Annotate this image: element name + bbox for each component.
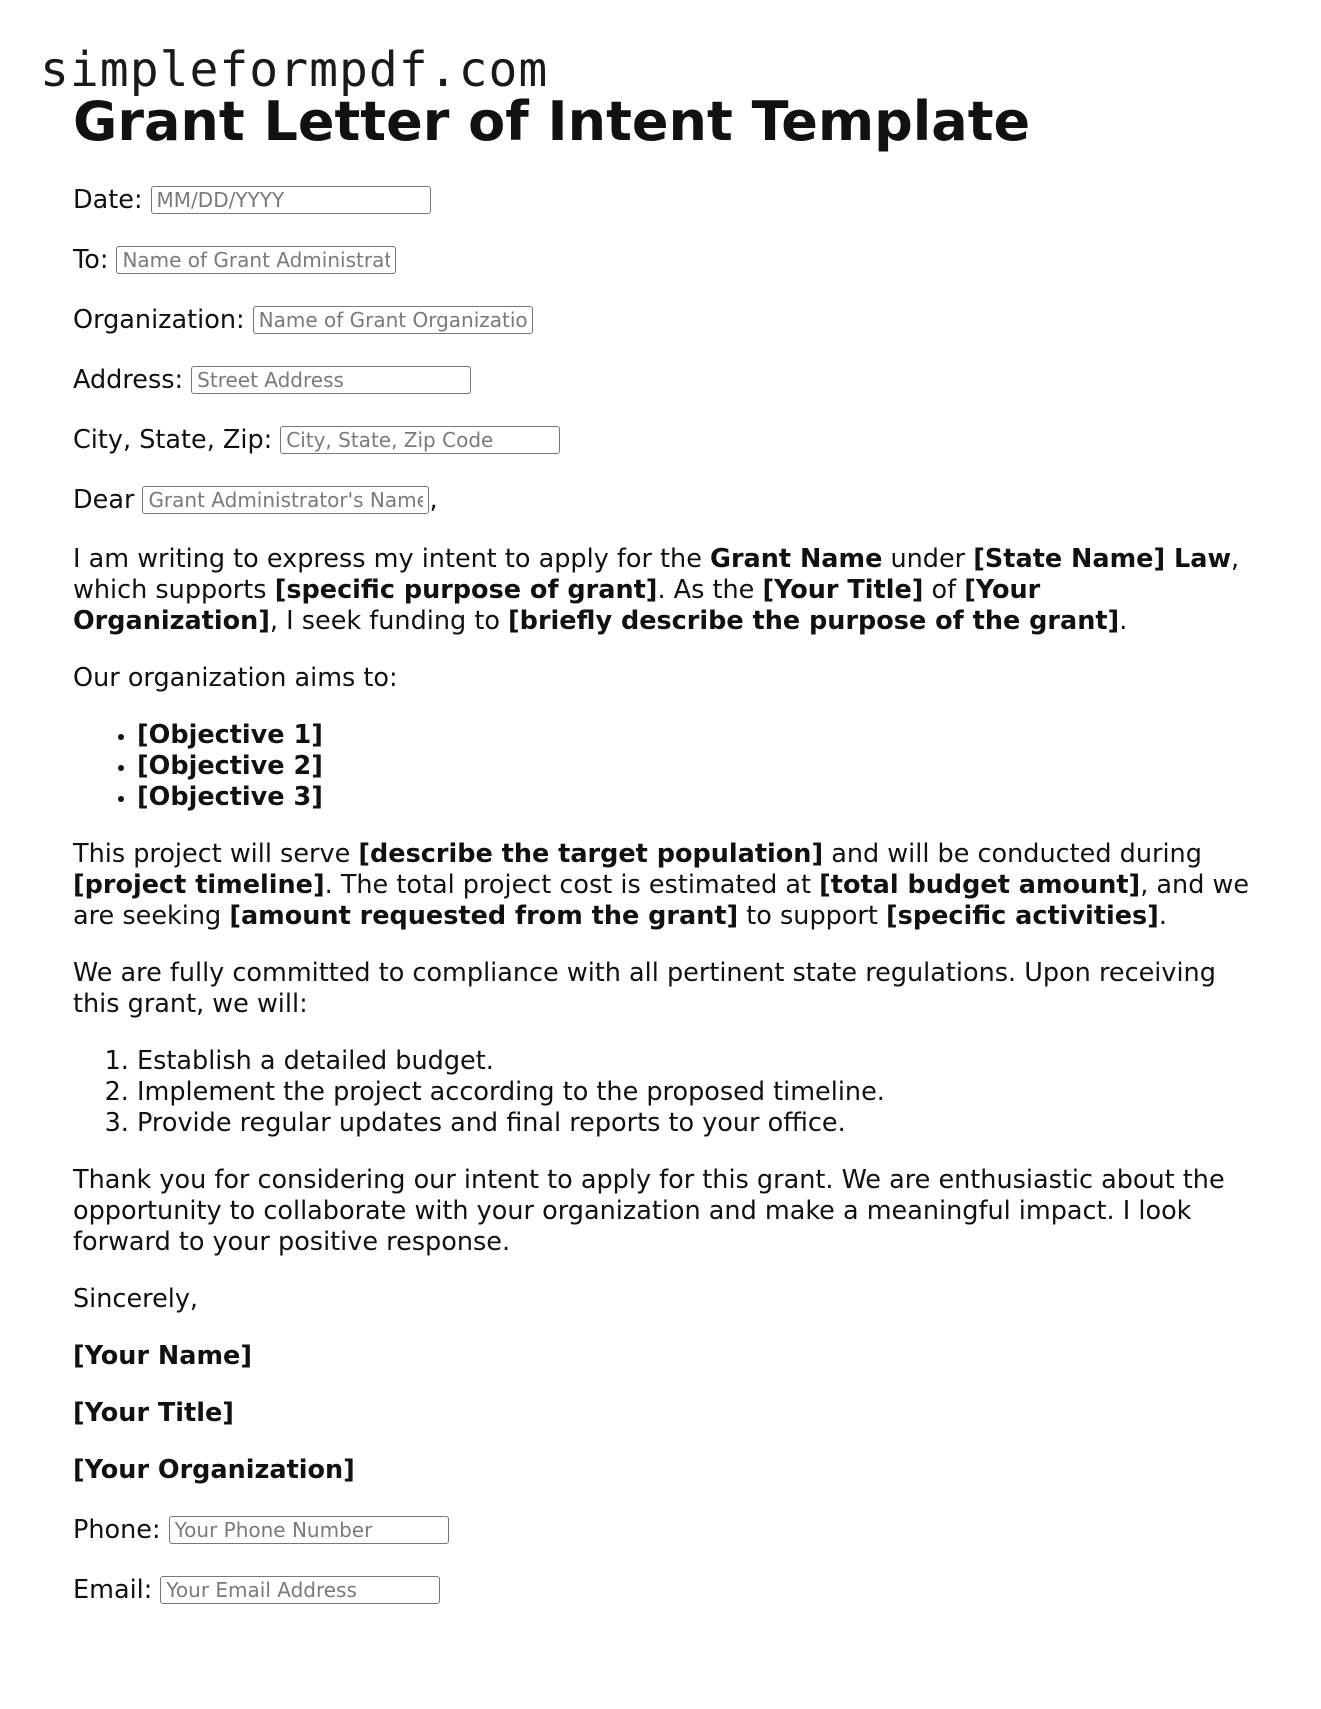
signature-title: [Your Title] [73, 1398, 234, 1428]
steps-list [73, 1046, 1253, 1139]
organization-input[interactable] [253, 306, 533, 334]
city-label: City, State, Zip: [73, 424, 273, 455]
signoff: Sincerely, [73, 1284, 199, 1314]
list-item: • [Objective 1] [137, 720, 1253, 751]
closing-paragraph: Thank you for considering our intent to apply for this grant. We are enthusiastic about the opportunity to collaborate with your organization and make a meaningful impact. I look forward to your positive response. [73, 1165, 1225, 1257]
address-row [73, 362, 1253, 398]
organization-label: Organization: [73, 304, 245, 335]
date-input[interactable] [151, 186, 431, 214]
city-row [73, 422, 1253, 458]
signature-organization: [Your Organization] [73, 1455, 355, 1485]
address-input[interactable] [191, 366, 471, 394]
dear-comma: , [429, 484, 438, 515]
address-label: Address: [73, 364, 184, 395]
objectives-list [73, 720, 1253, 813]
dear-label: Dear [73, 484, 135, 515]
page-title: Grant Letter of Intent Template [73, 90, 1031, 153]
date-label: Date: [73, 184, 143, 215]
compliance-paragraph: We are fully committed to compliance with all pertinent state regulations. Upon receiving this grant, we will: [73, 958, 1216, 1019]
email-input[interactable] [160, 1576, 440, 1604]
project-paragraph: This project will serve [describe the target population] and will be conducted during [project timeline]. The total project cost is estimated at [total budget amount], and we are seeking [amount requested from the grant] to support [specific activities]. [73, 839, 1250, 931]
letter-document [73, 90, 1253, 1632]
date-row [73, 182, 1253, 218]
list-item: • [Objective 3] [137, 782, 1253, 813]
to-row [73, 242, 1253, 278]
phone-input[interactable] [169, 1516, 449, 1544]
watermark: simpleformpdf.com [40, 42, 549, 98]
dear-row [73, 482, 1253, 518]
dear-input[interactable] [142, 486, 429, 514]
signature-name: [Your Name] [73, 1341, 252, 1371]
city-input[interactable] [280, 426, 560, 454]
list-item: 2. Implement the project according to the proposed timeline. [137, 1077, 1253, 1108]
email-label: Email: [73, 1574, 153, 1605]
email-row [73, 1572, 1253, 1608]
organization-row [73, 302, 1253, 338]
phone-row [73, 1512, 1253, 1548]
list-item: • [Objective 2] [137, 751, 1253, 782]
intro-paragraph: I am writing to express my intent to apply for the Grant Name under [State Name] Law, which supports [specific purpose of grant]. As the [Your Title] of [Your Organization], I seek funding to [briefly describe the purpose of the grant]. [73, 544, 1240, 636]
aims-intro: Our organization aims to: [73, 663, 398, 693]
list-item: 1. Establish a detailed budget. [137, 1046, 1253, 1077]
signature-block [73, 1341, 1253, 1486]
to-label: To: [73, 244, 109, 275]
list-item: 3. Provide regular updates and final reports to your office. [137, 1108, 1253, 1139]
phone-label: Phone: [73, 1514, 161, 1545]
to-input[interactable] [116, 246, 396, 274]
